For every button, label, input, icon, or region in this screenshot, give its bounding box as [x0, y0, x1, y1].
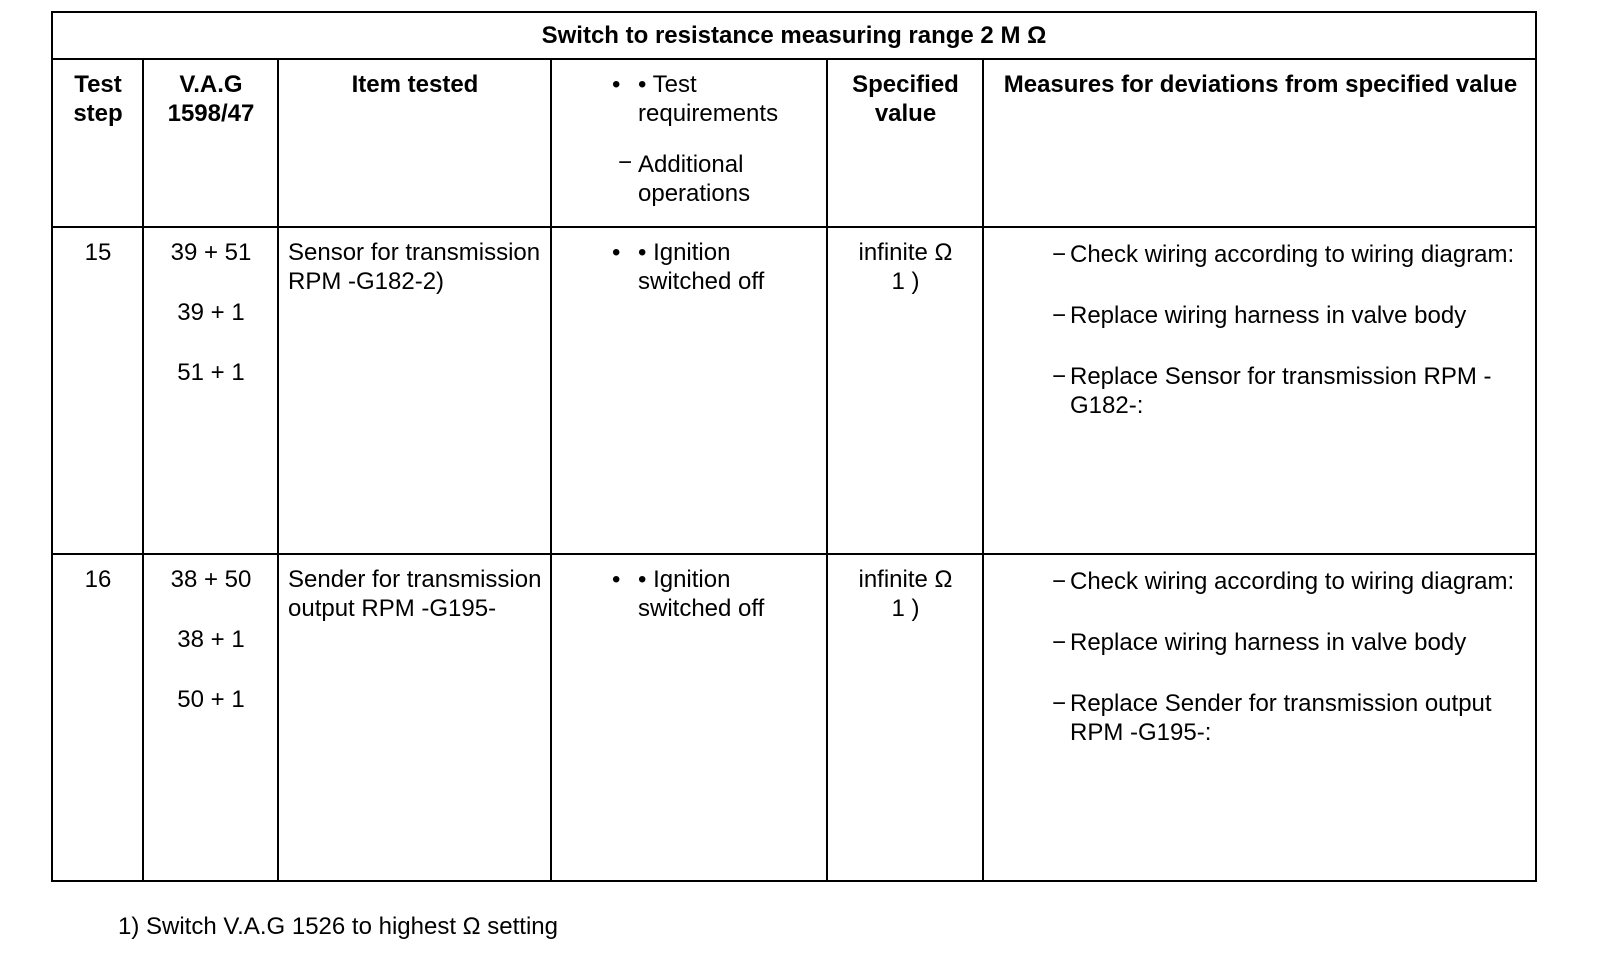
- header-vag-line1: V.A.G: [179, 71, 243, 98]
- specified-value-cell: [826, 555, 983, 880]
- header-test-step-line2: step: [73, 100, 123, 127]
- table-row: [53, 555, 1535, 880]
- measure-item: [984, 301, 1537, 330]
- specified-value: infinite Ω: [858, 239, 953, 266]
- vag-pins: 50 + 1: [177, 686, 245, 713]
- header-requirements-dash-item: [552, 150, 827, 208]
- specified-value: infinite Ω: [858, 566, 953, 593]
- table-title: Switch to resistance measuring range 2 M Ω: [53, 13, 1535, 60]
- header-item-tested: Item tested: [277, 60, 551, 226]
- vag-pins: 38 + 1: [177, 626, 245, 653]
- vag-cell: [142, 555, 278, 880]
- requirement-text: • Ignition switched off: [638, 239, 765, 295]
- header-measures: Measures for deviations from specified value: [982, 60, 1537, 226]
- bullet-icon: •: [612, 71, 621, 98]
- item-tested-cell: [277, 228, 551, 553]
- requirement-bullet-item: [552, 238, 827, 296]
- measure-text: Replace wiring harness in valve body: [1070, 629, 1467, 656]
- test-step-cell: 16: [84, 566, 112, 593]
- requirements-cell: [550, 555, 827, 880]
- measure-text: Check wiring according to wiring diagram:: [1070, 568, 1515, 595]
- dash-icon: −: [1052, 629, 1067, 656]
- footnote: 1) Switch V.A.G 1526 to highest Ω setting: [118, 913, 558, 940]
- dash-icon: −: [618, 149, 633, 176]
- header-requirements-dash-text: Additional operations: [638, 151, 751, 207]
- header-vag-line2: 1598/47: [167, 100, 255, 127]
- header-specified: [826, 60, 983, 226]
- specified-footnote-ref: 1 ): [891, 268, 920, 295]
- header-test-step: [53, 60, 143, 226]
- specified-footnote-ref: 1 ): [891, 595, 920, 622]
- requirements-cell: [550, 228, 827, 553]
- dash-icon: −: [1052, 568, 1067, 595]
- requirement-bullet-item: [552, 565, 827, 623]
- test-step-cell: 15: [84, 239, 112, 266]
- measures-cell: [982, 555, 1537, 880]
- bullet-icon: •: [612, 566, 621, 593]
- measure-item: [984, 240, 1537, 269]
- dash-icon: −: [1052, 302, 1067, 329]
- header-requirements: [550, 60, 827, 226]
- vag-pins: 38 + 50: [170, 566, 252, 593]
- table-row: [53, 228, 1535, 555]
- measure-text: Check wiring according to wiring diagram:: [1070, 241, 1515, 268]
- measure-text: Replace Sender for transmission output RPM -G195-:: [1070, 690, 1492, 746]
- measure-item: [984, 628, 1537, 657]
- bullet-icon: •: [612, 239, 621, 266]
- vag-pins: 39 + 51: [170, 239, 252, 266]
- item-tested-text: Sender for transmission output RPM -G195-: [288, 566, 542, 622]
- header-requirements-bullet-item: [552, 70, 827, 128]
- header-specified-line1: Specified: [852, 71, 959, 98]
- item-tested-text: Sensor for transmission RPM -G182-2): [288, 239, 541, 295]
- vag-cell: [142, 228, 278, 553]
- header-requirements-bullet-text: • Test requirements: [638, 71, 779, 127]
- dash-icon: −: [1052, 241, 1067, 268]
- vag-pins: 39 + 1: [177, 299, 245, 326]
- vag-pins: 51 + 1: [177, 359, 245, 386]
- test-table: [51, 11, 1537, 882]
- header-specified-line2: value: [874, 100, 937, 127]
- dash-icon: −: [1052, 363, 1067, 390]
- dash-icon: −: [1052, 690, 1067, 717]
- specified-value-cell: [826, 228, 983, 553]
- measure-item: [984, 362, 1537, 420]
- header-row: [53, 60, 1535, 228]
- item-tested-cell: [277, 555, 551, 880]
- header-vag: [142, 60, 278, 226]
- measure-text: Replace wiring harness in valve body: [1070, 302, 1467, 329]
- requirement-text: • Ignition switched off: [638, 566, 765, 622]
- measure-item: [984, 567, 1537, 596]
- measures-cell: [982, 228, 1537, 553]
- header-test-step-line1: Test: [74, 71, 122, 98]
- measure-text: Replace Sensor for transmission RPM -G182-:: [1070, 363, 1492, 419]
- measure-item: [984, 689, 1537, 747]
